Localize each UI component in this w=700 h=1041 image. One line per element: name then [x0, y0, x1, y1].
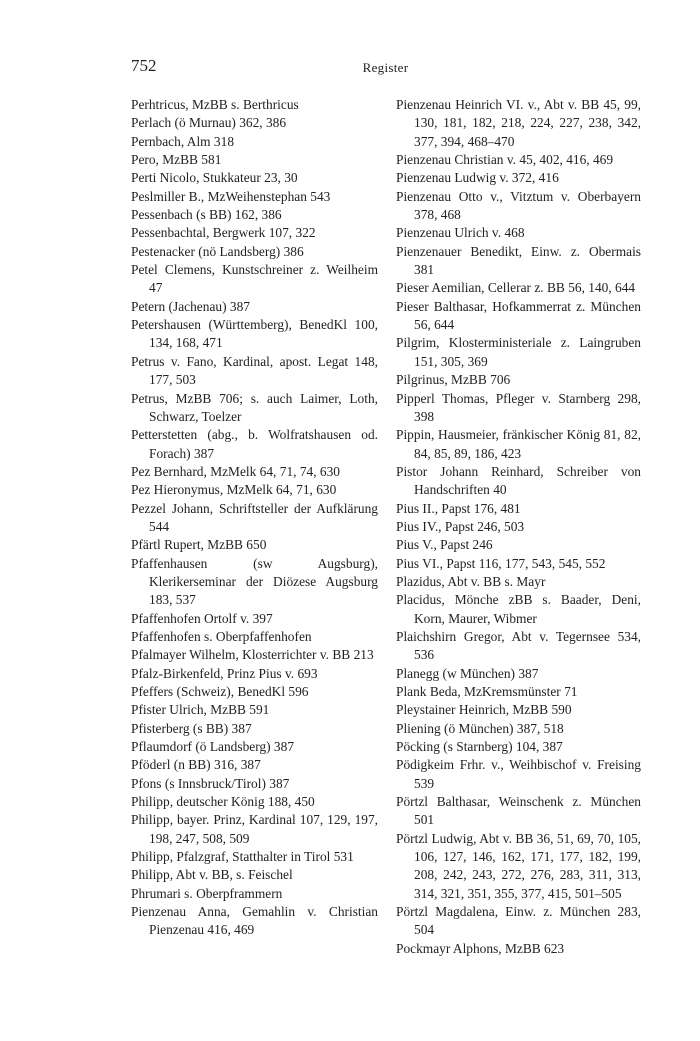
- index-entry: Pfaffenhofen Ortolf v. 397: [131, 610, 273, 626]
- index-entry: Philipp, Abt v. BB, s. Feischel: [131, 867, 293, 883]
- index-entry: Pfister Ulrich, MzBB 591: [131, 702, 270, 718]
- index-entry: Pius VI., Papst 116, 177, 543, 545, 552: [396, 555, 606, 571]
- index-entry: Pflaumdorf (ö Landsberg) 387: [131, 739, 295, 755]
- running-title: Register: [362, 60, 409, 75]
- index-entry: Pernbach, Alm 318: [131, 133, 235, 149]
- index-entry: Pius V., Papst 246: [396, 537, 493, 553]
- index-entry: Plank Beda, MzKremsmünster 71: [396, 684, 578, 699]
- index-entry: Pfeffers (Schweiz), BenedKl 596: [131, 684, 309, 699]
- index-entry: Plaichshirn Gregor, Abt v. Tegernsee 534, 536: [396, 628, 641, 663]
- index-entry: Phrumari s. Oberpframmern: [131, 885, 283, 901]
- index-entry: Pliening (ö München) 387, 518: [396, 720, 564, 736]
- index-entry: Pez Hieronymus, MzMelk 64, 71, 630: [131, 482, 337, 498]
- index-entry: Pörtzl Magdalena, Einw. z. München 283, 504: [396, 904, 641, 938]
- index-entry: Pienzenau Ulrich v. 468: [396, 225, 525, 241]
- index-entry: Plazidus, Abt v. BB s. Mayr: [396, 573, 546, 589]
- index-entry: Pöcking (s Starnberg) 104, 387: [396, 739, 563, 755]
- index-entry: Pius IV., Papst 246, 503: [396, 518, 525, 534]
- index-entry: Pienzenau Anna, Gemahlin v. Christian Pienzenau 416, 469: [131, 904, 378, 938]
- index-entry: Perlach (ö Murnau) 362, 386: [131, 115, 287, 131]
- index-entry: Pestenacker (nö Landsberg) 386: [131, 243, 304, 259]
- index-entry: Petershausen (Württemberg), BenedKl 100, 134, 168, 471: [131, 317, 378, 351]
- index-entry: Pieser Balthasar, Hofkammerrat z. München 56, 644: [396, 298, 641, 333]
- index-entry: Pfisterberg (s BB) 387: [131, 720, 252, 736]
- index-entry: Philipp, deutscher König 188, 450: [131, 794, 315, 810]
- index-entry: Placidus, Mönche zBB s. Baader, Deni, Korn, Maurer, Wibmer: [396, 592, 641, 626]
- index-entry: Pius II., Papst 176, 481: [396, 500, 521, 516]
- index-entry: Pfaffenhofen s. Oberpfaffenhofen: [131, 628, 312, 644]
- page-header: [131, 56, 640, 82]
- index-entry: Philipp, Pfalzgraf, Statthalter in Tirol 531: [131, 849, 354, 865]
- index-entry: Pippin, Hausmeier, fränkischer König 81, 82, 84, 85, 89, 186, 423: [396, 427, 641, 461]
- index-entry: Pistor Johann Reinhard, Schreiber von Handschriften 40: [396, 463, 641, 498]
- index-entry: Petel Clemens, Kunstschreiner z. Weilheim 47: [131, 262, 378, 296]
- index-entry: Pienzenau Heinrich VI. v., Abt v. BB 45, 99, 130, 181, 182, 218, 224, 227, 238, 342, 377, 394, 468–470: [396, 97, 641, 149]
- index-entry: Pföderl (n BB) 316, 387: [131, 757, 261, 773]
- index-entry: Perhtricus, MzBB s. Berthricus: [131, 97, 299, 112]
- index-entry: Pörtzl Balthasar, Weinschenk z. München 501: [396, 794, 641, 828]
- index-entry: Pieser Aemilian, Cellerar z. BB 56, 140, 644: [396, 280, 636, 296]
- index-column-left: [131, 96, 378, 940]
- index-entry: Pezzel Johann, Schriftsteller der Aufklärung 544: [131, 500, 378, 534]
- index-entry: Pez Bernhard, MzMelk 64, 71, 74, 630: [131, 463, 341, 479]
- index-entry: Pödigkeim Frhr. v., Weihbischof v. Freising 539: [396, 757, 641, 791]
- index-entry: Pfalmayer Wilhelm, Klosterrichter v. BB 213: [131, 647, 374, 663]
- index-entry: Pienzenau Christian v. 45, 402, 416, 469: [396, 152, 614, 168]
- index-entry: Pienzenau Otto v., Vitztum v. Oberbayern 378, 468: [396, 188, 641, 223]
- index-entry: Pienzenauer Benedikt, Einw. z. Obermais 381: [396, 243, 641, 278]
- index-entry: Pessenbachtal, Bergwerk 107, 322: [131, 225, 316, 241]
- index-entry: Planegg (w München) 387: [396, 665, 539, 681]
- index-entry: Pfaffenhausen (sw Augsburg), Klerikerseminar der Diözese Augsburg 183, 537: [131, 555, 378, 608]
- page-number: 752: [131, 56, 157, 75]
- index-entry: Petterstetten (abg., b. Wolfratshausen od. Forach) 387: [131, 427, 378, 461]
- index-entry: Petrus v. Fano, Kardinal, apost. Legat 148, 177, 503: [131, 353, 378, 388]
- index-entry: Peslmiller B., MzWeihenstephan 543: [131, 188, 331, 204]
- index-entry: Pienzenau Ludwig v. 372, 416: [396, 170, 559, 186]
- index-entry: Petern (Jachenau) 387: [131, 298, 250, 314]
- index-entry: Pfalz-Birkenfeld, Prinz Pius v. 693: [131, 665, 318, 681]
- index-entry: Pfons (s Innsbruck/Tirol) 387: [131, 775, 290, 791]
- index-entry: Pörtzl Ludwig, Abt v. BB 36, 51, 69, 70, 105, 106, 127, 146, 162, 171, 177, 182, 199, 208, 242, 243, 272, 276, 283, 311, 313, 314, 321, 351, 355, 377, 415, 501–505: [396, 830, 641, 901]
- index-entry: Pessenbach (s BB) 162, 386: [131, 207, 282, 223]
- index-entry: Pilgrim, Klosterministeriale z. Laingruben 151, 305, 369: [396, 335, 641, 369]
- index-entry: Pockmayr Alphons, MzBB 623: [396, 940, 565, 956]
- index-entry: Pfärtl Rupert, MzBB 650: [131, 537, 267, 553]
- index-entry: Philipp, bayer. Prinz, Kardinal 107, 129, 197, 198, 247, 508, 509: [131, 812, 378, 846]
- index-column-right: [396, 96, 641, 958]
- index-entry: Pleystainer Heinrich, MzBB 590: [396, 702, 572, 718]
- index-entry: Pilgrinus, MzBB 706: [396, 372, 511, 388]
- index-entry: Petrus, MzBB 706; s. auch Laimer, Loth, Schwarz, Toelzer: [131, 390, 378, 424]
- index-entry: Pero, MzBB 581: [131, 152, 222, 168]
- index-entry: Pipperl Thomas, Pfleger v. Starnberg 298, 398: [396, 390, 641, 424]
- index-entry: Perti Nicolo, Stukkateur 23, 30: [131, 170, 298, 186]
